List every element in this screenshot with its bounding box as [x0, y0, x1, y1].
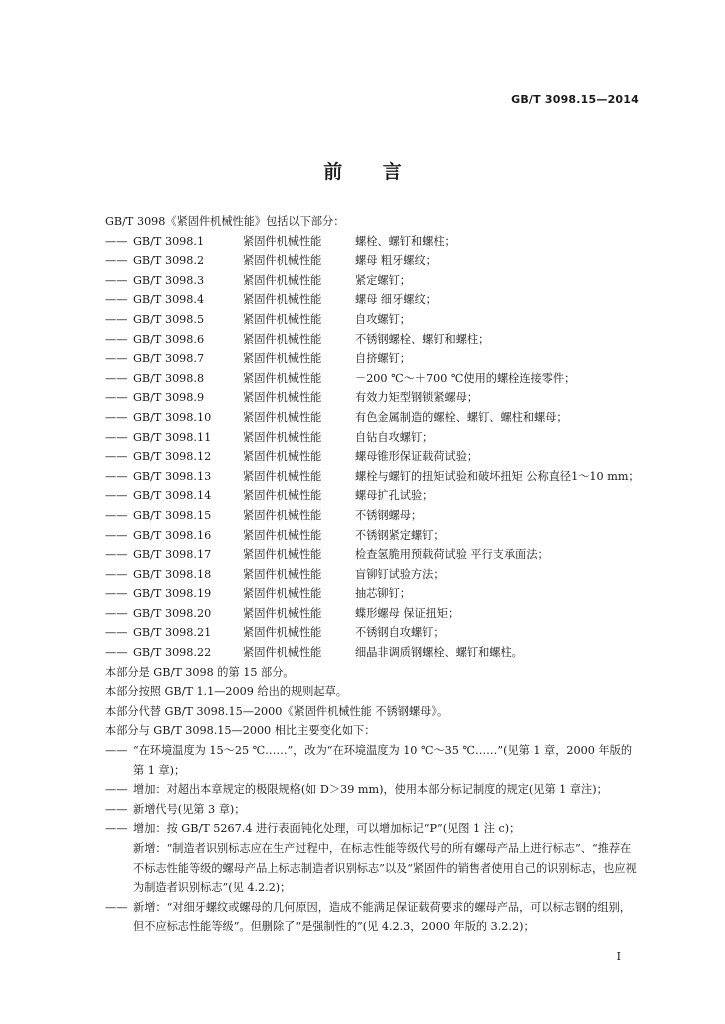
sub-change-item: 新增：“制造者识别标志应在生产过程中，在标志性能等级代号的所有螺母产品上进行标志”、“推荐在不标志性能等级的螺母产品上标志制造者识别标志”以及“紧固件的销售者使用自己的识别标志，也应视为制造者识别标志”(见 4.2.2)；: [133, 842, 637, 895]
list-dash: ——: [105, 548, 128, 562]
list-dash: ——: [105, 391, 128, 405]
list-dash: ——: [105, 489, 128, 503]
part-item: [105, 369, 640, 389]
statements: [105, 663, 640, 741]
part-description: 紧定螺钉；: [355, 273, 411, 287]
part-number: GB/T 3098.3: [133, 273, 205, 287]
part-item: [105, 349, 640, 369]
part-description: 自钻自攻螺钉；: [355, 430, 434, 444]
part-number: GB/T 3098.1: [133, 234, 205, 248]
list-dash: ——: [105, 332, 128, 346]
part-number: GB/T 3098.16: [133, 528, 212, 542]
part-item: [105, 251, 640, 271]
list-dash: ——: [105, 371, 128, 385]
change-text: 增加：对超出本章规定的极限规格(如 D＞39 mm)，使用本部分标记制度的规定(见第 1 章注)；: [133, 783, 608, 797]
change-item: [105, 741, 640, 780]
part-category: 紧固件机械性能: [243, 293, 322, 307]
part-item: [105, 428, 640, 448]
part-number: GB/T 3098.12: [133, 450, 212, 464]
part-number: GB/T 3098.2: [133, 254, 205, 268]
list-dash: ——: [105, 528, 128, 542]
list-dash: ——: [105, 626, 128, 640]
part-description: 螺母锥形保证载荷试验；: [355, 450, 479, 464]
list-dash: ——: [105, 234, 128, 248]
part-description: 螺栓、螺钉和螺柱；: [355, 234, 456, 248]
list-dash: ——: [105, 606, 128, 620]
part-item: [105, 604, 640, 624]
change-item: [105, 819, 640, 839]
list-dash: ——: [105, 312, 128, 326]
part-description: 蝶形螺母 保证扭矩；: [355, 606, 460, 620]
part-description: 检查氢脆用预载荷试验 平行支承面法；: [355, 548, 549, 562]
part-category: 紧固件机械性能: [243, 626, 322, 640]
page-title: 前 言: [323, 161, 402, 183]
part-category: 紧固件机械性能: [243, 391, 322, 405]
part-category: 紧固件机械性能: [243, 312, 322, 326]
changes-list: [105, 741, 640, 839]
part-item: [105, 506, 640, 526]
part-number: GB/T 3098.9: [133, 391, 205, 405]
list-dash: ——: [105, 783, 128, 797]
part-number: GB/T 3098.22: [133, 646, 212, 660]
change-item: [105, 800, 640, 820]
part-category: 紧固件机械性能: [243, 254, 322, 268]
part-category: 紧固件机械性能: [243, 430, 322, 444]
standard-code: GB/T 3098.15—2014: [511, 93, 639, 106]
statement-line: 本部分是 GB/T 3098 的第 15 部分。: [105, 665, 295, 679]
part-number: GB/T 3098.14: [133, 489, 212, 503]
part-item: [105, 467, 640, 487]
part-number: GB/T 3098.5: [133, 312, 205, 326]
list-dash: ——: [105, 587, 128, 601]
part-category: 紧固件机械性能: [243, 410, 322, 424]
part-number: GB/T 3098.17: [133, 548, 212, 562]
parts-list: [105, 232, 640, 663]
part-description: 细晶非调质钢螺栓、螺钉和螺柱。: [355, 646, 523, 660]
part-description: 螺母 细牙螺纹；: [355, 293, 437, 307]
list-dash: ——: [105, 293, 128, 307]
part-category: 紧固件机械性能: [243, 450, 322, 464]
list-dash: ——: [105, 450, 128, 464]
part-item: [105, 310, 640, 330]
part-description: 不锈钢螺栓、螺钉和螺柱；: [355, 332, 490, 346]
part-category: 紧固件机械性能: [243, 371, 322, 385]
list-dash: ——: [105, 744, 128, 758]
list-dash: ——: [105, 646, 128, 660]
part-description: 自挤螺钉；: [355, 352, 411, 366]
part-item: [105, 584, 640, 604]
list-dash: ——: [105, 508, 128, 522]
part-item: [105, 271, 640, 291]
part-number: GB/T 3098.21: [133, 626, 212, 640]
part-description: 有色金属制造的螺栓、螺钉、螺柱和螺母；: [355, 410, 568, 424]
part-description: 螺母扩孔试验；: [355, 489, 434, 503]
list-dash: ——: [105, 900, 128, 914]
part-description: 抽芯铆钉；: [355, 587, 411, 601]
part-item: [105, 388, 640, 408]
part-category: 紧固件机械性能: [243, 469, 322, 483]
part-item: [105, 330, 640, 350]
list-dash: ——: [105, 352, 128, 366]
part-description: 盲铆钉试验方法；: [355, 567, 445, 581]
part-description: 不锈钢紧定螺钉；: [355, 528, 445, 542]
part-category: 紧固件机械性能: [243, 528, 322, 542]
list-dash: ——: [105, 567, 128, 581]
part-number: GB/T 3098.15: [133, 508, 212, 522]
part-item: [105, 408, 640, 428]
list-dash: ——: [105, 254, 128, 268]
statement-line: 本部分代替 GB/T 3098.15—2000《紧固件机械性能 不锈钢螺母》。: [105, 704, 449, 718]
part-number: GB/T 3098.6: [133, 332, 205, 346]
sub-changes: [105, 839, 640, 898]
part-description: 不锈钢螺母；: [355, 508, 423, 522]
foreword-body: [105, 212, 640, 937]
list-dash: ——: [105, 822, 128, 836]
part-category: 紧固件机械性能: [243, 587, 322, 601]
part-category: 紧固件机械性能: [243, 489, 322, 503]
part-item: [105, 643, 640, 663]
last-change: [105, 898, 640, 937]
list-dash: ——: [105, 410, 128, 424]
intro-line: GB/T 3098《紧固件机械性能》包括以下部分：: [105, 215, 345, 228]
list-dash: ——: [105, 802, 128, 816]
part-item: [105, 623, 640, 643]
part-description: 有效力矩型钢锁紧螺母；: [355, 391, 479, 405]
part-category: 紧固件机械性能: [243, 548, 322, 562]
change-item: [105, 898, 640, 937]
part-description: －200 ℃～＋700 ℃使用的螺栓连接零件；: [355, 371, 576, 385]
page-number: I: [616, 950, 621, 963]
part-number: GB/T 3098.13: [133, 469, 212, 483]
part-description: 自攻螺钉；: [355, 312, 411, 326]
part-item: [105, 486, 640, 506]
part-item: [105, 545, 640, 565]
part-category: 紧固件机械性能: [243, 273, 322, 287]
part-category: 紧固件机械性能: [243, 332, 322, 346]
change-text: “在环境温度为 15～25 ℃……”，改为“在环境温度为 10 ℃～35 ℃……”(见第 1 章，2000 年版的第 1 章)；: [133, 744, 633, 777]
part-number: GB/T 3098.7: [133, 352, 205, 366]
part-category: 紧固件机械性能: [243, 567, 322, 581]
part-number: GB/T 3098.4: [133, 293, 205, 307]
part-number: GB/T 3098.19: [133, 587, 212, 601]
part-category: 紧固件机械性能: [243, 646, 322, 660]
part-description: 螺母 粗牙螺纹；: [355, 254, 437, 268]
list-dash: ——: [105, 430, 128, 444]
change-text: 增加：按 GB/T 5267.4 进行表面钝化处理，可以增加标记“P”(见图 1 注 c)；: [133, 822, 521, 836]
part-number: GB/T 3098.10: [133, 410, 212, 424]
part-item: [105, 447, 640, 467]
part-description: 不锈钢自攻螺钉；: [355, 626, 445, 640]
statement-line: 本部分与 GB/T 3098.15—2000 相比主要变化如下：: [105, 724, 376, 738]
part-item: [105, 232, 640, 252]
part-item: [105, 290, 640, 310]
list-dash: ——: [105, 273, 128, 287]
part-number: GB/T 3098.11: [133, 430, 212, 444]
statement-line: 本部分按照 GB/T 1.1—2009 给出的规则起草。: [105, 685, 347, 699]
part-category: 紧固件机械性能: [243, 508, 322, 522]
part-category: 紧固件机械性能: [243, 352, 322, 366]
part-item: [105, 526, 640, 546]
part-category: 紧固件机械性能: [243, 234, 322, 248]
part-number: GB/T 3098.18: [133, 567, 212, 581]
change-text: 新增：“对细牙螺纹或螺母的几何原因，造成不能满足保证载荷要求的螺母产品，可以标志钢的组别，但不应标志性能等级”。但删除了“是强制性的”(见 4.2.3，2000 年版的 3.2.2)；: [133, 900, 631, 934]
list-dash: ——: [105, 469, 128, 483]
change-text: 新增代号(见第 3 章)；: [133, 802, 246, 816]
part-item: [105, 565, 640, 585]
part-description: 螺栓与螺钉的扭矩试验和破坏扭矩 公称直径1～10 mm；: [355, 469, 640, 483]
change-item: [105, 780, 640, 800]
part-category: 紧固件机械性能: [243, 606, 322, 620]
part-number: GB/T 3098.8: [133, 371, 205, 385]
part-number: GB/T 3098.20: [133, 606, 212, 620]
